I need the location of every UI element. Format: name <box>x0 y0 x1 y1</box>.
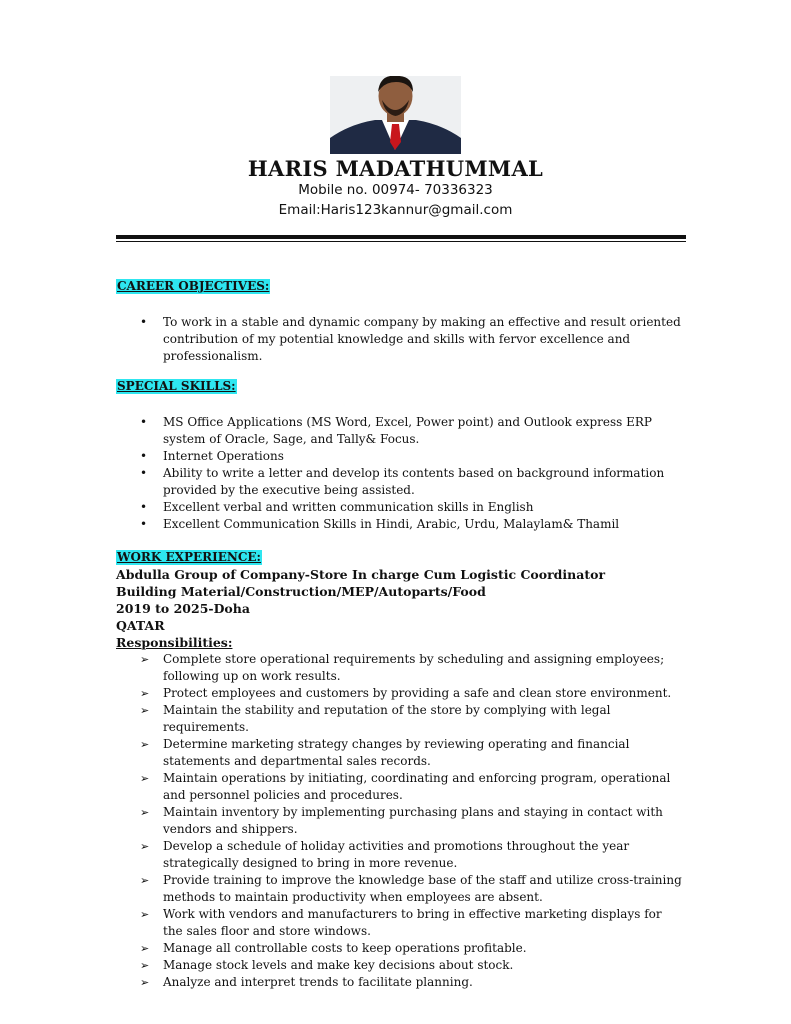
header-divider-thick <box>116 235 686 239</box>
mobile-number: Mobile no. 00974- 70336323 <box>298 182 493 198</box>
list-item-text: Internet Operations <box>163 449 284 463</box>
list-item-text: Ability to write a letter and develop its contents based on background information provided by the executive being assisted. <box>163 466 665 497</box>
list-item-text: To work in a stable and dynamic company by making an effective and result oriented contribution of my potential knowledge and skills with fervor excellence and professionalism. <box>163 315 681 363</box>
list-item-text: MS Office Applications (MS Word, Excel, Power point) and Outlook express ERP system of Oracle, Sage, and Tally& Focus. <box>163 415 652 446</box>
list-item <box>116 516 683 533</box>
list-item <box>116 685 683 702</box>
company-title: Abdulla Group of Company-Store In charge Cum Logistic Coordinator <box>116 567 606 582</box>
bullet-icon: • <box>140 500 148 514</box>
arrow-bullet-icon: ➢ <box>140 942 150 955</box>
list-item <box>116 906 683 940</box>
list-item <box>116 499 683 516</box>
responsibilities-list <box>116 651 683 991</box>
arrow-bullet-icon: ➢ <box>140 772 150 785</box>
list-item-text: Maintain inventory by implementing purchasing plans and staying in contact with vendors and shippers. <box>163 805 663 836</box>
arrow-bullet-icon: ➢ <box>140 687 150 700</box>
list-item-text: Manage stock levels and make key decisions about stock. <box>163 958 514 972</box>
arrow-bullet-icon: ➢ <box>140 840 150 853</box>
arrow-bullet-icon: ➢ <box>140 959 150 972</box>
list-item <box>116 414 683 448</box>
list-item <box>116 465 683 499</box>
candidate-name: HARIS MADATHUMMAL <box>247 156 544 181</box>
list-item-text: Maintain operations by initiating, coordinating and enforcing program, operational and personnel policies and procedures. <box>163 771 671 802</box>
bullet-icon: • <box>140 449 148 463</box>
arrow-bullet-icon: ➢ <box>140 976 150 989</box>
bullet-icon: • <box>140 315 148 329</box>
employment-country: QATAR <box>116 618 165 633</box>
list-item-text: Provide training to improve the knowledge base of the staff and utilize cross-training methods to maintain productivity when employees are absent. <box>163 873 682 904</box>
list-item-text: Work with vendors and manufacturers to bring in effective marketing displays for the sales floor and store windows. <box>163 907 662 938</box>
bullet-icon: • <box>140 517 148 531</box>
arrow-bullet-icon: ➢ <box>140 704 150 717</box>
career-objectives-heading: CAREER OBJECTIVES: <box>117 279 270 293</box>
list-item <box>116 838 683 872</box>
work-experience-heading: WORK EXPERIENCE: <box>117 550 261 564</box>
list-item-text: Protect employees and customers by providing a safe and clean store environment. <box>163 686 672 700</box>
company-sector: Building Material/Construction/MEP/Autoparts/Food <box>116 584 486 599</box>
arrow-bullet-icon: ➢ <box>140 738 150 751</box>
employment-period: 2019 to 2025-Doha <box>116 601 250 616</box>
list-item-text: Manage all controllable costs to keep operations profitable. <box>163 941 527 955</box>
list-item <box>116 314 683 365</box>
special-skills-list <box>116 414 683 533</box>
special-skills-heading: SPECIAL SKILLS: <box>117 379 236 393</box>
arrow-bullet-icon: ➢ <box>140 653 150 666</box>
list-item-text: Develop a schedule of holiday activities and promotions throughout the year strategically designed to bring in more revenue. <box>163 839 630 870</box>
responsibilities-heading: Responsibilities: <box>116 635 233 650</box>
list-item-text: Excellent Communication Skills in Hindi, Arabic, Urdu, Malaylam& Thamil <box>163 517 620 531</box>
list-item-text: Analyze and interpret trends to facilitate planning. <box>163 975 473 989</box>
list-item <box>116 804 683 838</box>
list-item <box>116 957 683 974</box>
list-item-text: Excellent verbal and written communication skills in English <box>163 500 534 514</box>
email-address: Email:Haris123kannur@gmail.com <box>278 202 513 218</box>
list-item <box>116 736 683 770</box>
list-item <box>116 872 683 906</box>
header-divider-thin <box>116 241 686 242</box>
list-item <box>116 974 683 991</box>
list-item <box>116 702 683 736</box>
list-item <box>116 448 683 465</box>
list-item-text: Maintain the stability and reputation of the store by complying with legal requirements. <box>163 703 611 734</box>
career-objectives-list <box>116 314 683 365</box>
list-item-text: Complete store operational requirements by scheduling and assigning employees; following up on work results. <box>163 652 665 683</box>
arrow-bullet-icon: ➢ <box>140 908 150 921</box>
bullet-icon: • <box>140 466 148 480</box>
list-item <box>116 770 683 804</box>
list-item <box>116 651 683 685</box>
list-item <box>116 940 683 957</box>
arrow-bullet-icon: ➢ <box>140 806 150 819</box>
person-portrait-icon <box>330 76 461 154</box>
bullet-icon: • <box>140 415 148 429</box>
arrow-bullet-icon: ➢ <box>140 874 150 887</box>
profile-photo <box>330 76 461 154</box>
list-item-text: Determine marketing strategy changes by reviewing operating and financial statements and departmental sales records. <box>163 737 630 768</box>
